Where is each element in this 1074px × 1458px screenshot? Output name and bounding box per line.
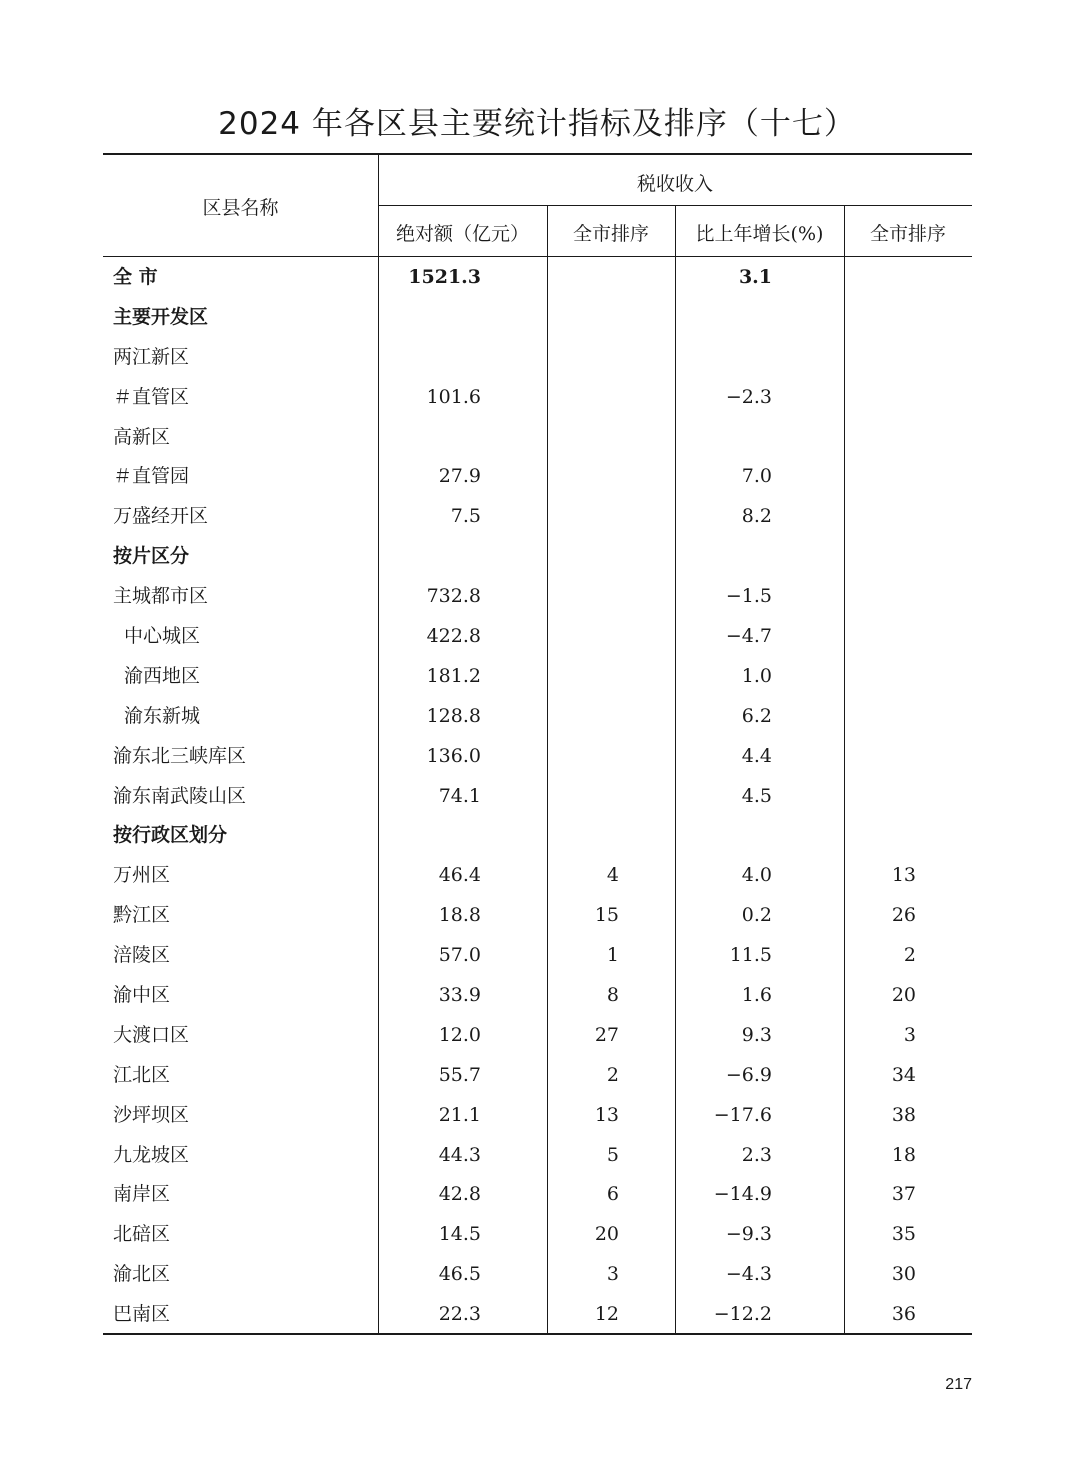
district-name-cell: ＃直管园 [113, 465, 190, 488]
table-row [103, 1015, 972, 1055]
table-row [103, 1174, 972, 1214]
absolute-amount-cell: 7.5 [450, 505, 481, 528]
table-row [103, 417, 972, 457]
district-name-cell: 两江新区 [113, 345, 190, 368]
table-row [103, 895, 972, 935]
table-row [103, 776, 972, 816]
city-rank-cell: 1 [606, 944, 619, 967]
district-name-cell: 江北区 [113, 1063, 171, 1086]
absolute-amount-cell: 55.7 [438, 1063, 481, 1086]
growth-rate-cell: 7.0 [741, 465, 772, 488]
page-title: 2024 年各区县主要统计指标及排序（十七） [218, 106, 856, 142]
city-rank-cell: 6 [606, 1183, 619, 1206]
table-top-rule [103, 153, 972, 155]
absolute-amount-cell: 422.8 [426, 625, 481, 648]
district-name-cell: 九龙坡区 [113, 1143, 190, 1166]
district-name-cell: ＃直管区 [113, 385, 190, 408]
table-row [103, 616, 972, 656]
growth-rank-cell: 26 [891, 904, 916, 927]
city-rank-cell: 2 [606, 1063, 619, 1086]
absolute-amount-cell: 1521.3 [408, 266, 481, 288]
growth-rank-cell: 13 [891, 864, 916, 887]
growth-rate-cell: −17.6 [713, 1103, 772, 1126]
city-rank-cell: 8 [606, 984, 619, 1007]
absolute-amount-cell: 27.9 [438, 465, 481, 488]
district-name-cell: 中心城区 [124, 625, 201, 648]
district-name-cell: 涪陵区 [113, 944, 171, 967]
growth-rate-cell: −6.9 [725, 1063, 772, 1086]
city-rank-cell: 20 [594, 1223, 619, 1246]
district-name-cell: 黔江区 [113, 904, 171, 927]
absolute-amount-cell: 46.4 [438, 864, 481, 887]
absolute-amount-cell: 42.8 [438, 1183, 481, 1206]
growth-rate-cell: 8.2 [741, 505, 772, 528]
table-row [103, 855, 972, 895]
header-absolute-amount: 绝对额（亿元） [395, 223, 529, 245]
city-rank-cell: 12 [594, 1303, 619, 1326]
growth-rank-cell: 2 [903, 944, 916, 967]
city-rank-cell: 27 [594, 1023, 619, 1046]
header-city-rank: 全市排序 [572, 223, 649, 245]
growth-rate-cell: 4.0 [741, 864, 772, 887]
absolute-amount-cell: 732.8 [426, 585, 481, 608]
growth-rate-cell: 11.5 [729, 944, 772, 967]
district-name-cell: 主要开发区 [113, 305, 209, 328]
absolute-amount-cell: 46.5 [438, 1263, 481, 1286]
absolute-amount-cell: 128.8 [426, 704, 481, 727]
district-name-cell: 按片区分 [113, 545, 190, 568]
growth-rate-cell: 4.4 [741, 744, 772, 767]
table-row [103, 576, 972, 616]
header-tax-revenue: 税收收入 [636, 173, 713, 195]
absolute-amount-cell: 14.5 [438, 1223, 481, 1246]
city-rank-cell: 4 [606, 864, 619, 887]
table-body [103, 257, 972, 1334]
growth-rank-cell: 3 [903, 1023, 916, 1046]
growth-rate-cell: 2.3 [741, 1143, 772, 1166]
district-name-cell: 万州区 [113, 864, 171, 887]
absolute-amount-cell: 101.6 [426, 385, 481, 408]
growth-rate-cell: −9.3 [725, 1223, 772, 1246]
growth-rate-cell: −1.5 [725, 585, 772, 608]
table-row [103, 257, 972, 297]
growth-rate-cell: 6.2 [741, 704, 772, 727]
header-growth-rank: 全市排序 [869, 223, 946, 245]
growth-rate-cell: 1.0 [741, 664, 772, 687]
district-name-cell: 渝东新城 [124, 704, 201, 727]
table-row [103, 935, 972, 975]
table-row [103, 656, 972, 696]
growth-rank-cell: 18 [891, 1143, 916, 1166]
growth-rank-cell: 36 [891, 1303, 916, 1326]
table-row [103, 975, 972, 1015]
absolute-amount-cell: 12.0 [438, 1023, 481, 1046]
table-row [103, 1135, 972, 1175]
table-row [103, 337, 972, 377]
district-name-cell: 渝北区 [113, 1263, 171, 1286]
growth-rate-cell: −12.2 [713, 1303, 772, 1326]
table-row [103, 536, 972, 576]
district-name-cell: 按行政区划分 [113, 824, 228, 847]
district-name-cell: 主城都市区 [113, 585, 209, 608]
growth-rank-cell: 30 [891, 1263, 916, 1286]
table-row [103, 377, 972, 417]
growth-rate-cell: −4.7 [725, 625, 772, 648]
growth-rate-cell: 3.1 [738, 266, 772, 288]
district-name-cell: 高新区 [113, 425, 171, 448]
header-growth-rate: 比上年增长(%) [695, 223, 824, 245]
district-name-cell: 南岸区 [113, 1183, 171, 1206]
district-name-cell: 巴南区 [113, 1303, 171, 1326]
absolute-amount-cell: 181.2 [426, 664, 481, 687]
city-rank-cell: 5 [606, 1143, 619, 1166]
table-row [103, 1214, 972, 1254]
district-name-cell: 万盛经开区 [113, 505, 209, 528]
absolute-amount-cell: 21.1 [438, 1103, 481, 1126]
growth-rank-cell: 34 [891, 1063, 916, 1086]
district-name-cell: 渝东北三峡库区 [113, 744, 247, 767]
growth-rank-cell: 20 [891, 984, 916, 1007]
absolute-amount-cell: 22.3 [438, 1303, 481, 1326]
header-district-name: 区县名称 [202, 197, 279, 219]
table-row [103, 456, 972, 496]
table-row [103, 696, 972, 736]
table-row [103, 736, 972, 776]
table-row [103, 1095, 972, 1135]
absolute-amount-cell: 33.9 [438, 984, 481, 1007]
growth-rate-cell: −14.9 [713, 1183, 772, 1206]
absolute-amount-cell: 57.0 [438, 944, 481, 967]
absolute-amount-cell: 18.8 [438, 904, 481, 927]
district-name-cell: 沙坪坝区 [113, 1103, 190, 1126]
district-name-cell: 渝西地区 [124, 664, 201, 687]
growth-rate-cell: −4.3 [725, 1263, 772, 1286]
table-row [103, 496, 972, 536]
table-row [103, 1294, 972, 1334]
growth-rate-cell: 1.6 [741, 984, 772, 1007]
growth-rate-cell: 9.3 [741, 1023, 772, 1046]
growth-rank-cell: 38 [891, 1103, 916, 1126]
absolute-amount-cell: 136.0 [426, 744, 481, 767]
district-name-cell: 渝中区 [113, 984, 171, 1007]
growth-rank-cell: 35 [891, 1223, 916, 1246]
district-name-cell: 北碚区 [113, 1223, 171, 1246]
table-row [103, 1055, 972, 1095]
table-row [103, 297, 972, 337]
district-name-cell: 大渡口区 [113, 1023, 190, 1046]
city-rank-cell: 3 [606, 1263, 619, 1286]
city-rank-cell: 13 [594, 1103, 619, 1126]
growth-rank-cell: 37 [891, 1183, 916, 1206]
absolute-amount-cell: 74.1 [438, 784, 481, 807]
growth-rate-cell: 0.2 [741, 904, 772, 927]
district-name-cell: 全 市 [113, 266, 158, 288]
table-row [103, 1254, 972, 1294]
growth-rate-cell: −2.3 [725, 385, 772, 408]
page-number: 217 [945, 1376, 972, 1393]
district-name-cell: 渝东南武陵山区 [113, 784, 247, 807]
city-rank-cell: 15 [594, 904, 619, 927]
table-row [103, 815, 972, 855]
absolute-amount-cell: 44.3 [438, 1143, 481, 1166]
growth-rate-cell: 4.5 [741, 784, 772, 807]
